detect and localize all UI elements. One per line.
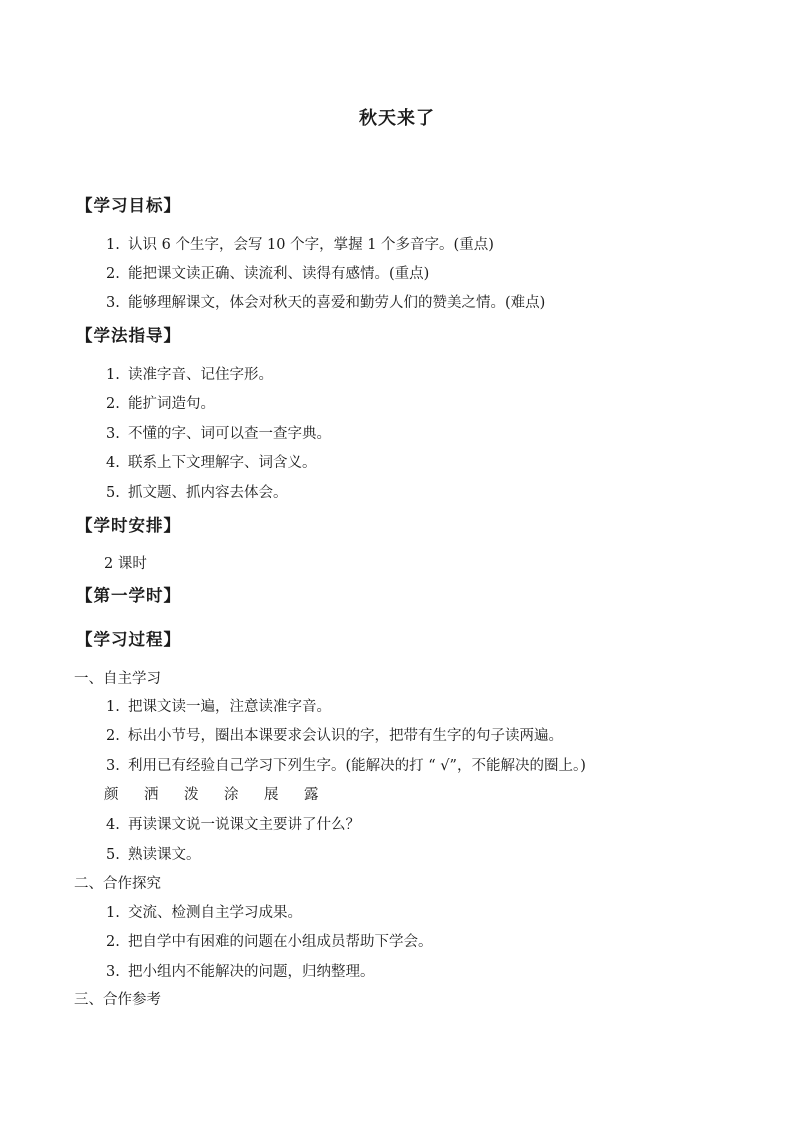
new-character: 颜 [104,787,119,803]
self-study-item-4 [106,813,360,834]
method-item-4-text: 联系上下文理解字、词含义。 [128,455,317,471]
section-self-study: 一、自主学习 [74,671,161,687]
new-character: 涂 [224,787,239,803]
self-study-item-4-num: 4. [106,817,120,833]
goal-item-1-num: 1. [106,237,120,253]
inquiry-item-3-text: 把小组内不能解决的问题，归纳整理。 [128,964,375,980]
goal-item-1 [106,233,494,254]
method-item-2-text: 能扩词造句。 [128,396,215,412]
inquiry-item-2 [106,930,433,951]
goals-heading: 【学习目标】 [76,196,181,215]
method-item-4 [106,451,317,472]
self-study-item-5-num: 5. [106,847,120,863]
self-study-item-2-num: 2. [106,728,120,744]
inquiry-item-2-num: 2. [106,934,120,950]
method-item-2-num: 2. [106,396,120,412]
self-study-item-1-text: 把课文读一遍，注意读准字音。 [128,699,331,715]
goal-item-2-text: 能把课文读正确、读流利、读得有感情。(重点) [128,266,430,282]
inquiry-item-1 [106,901,302,922]
inquiry-item-3-num: 3. [106,964,120,980]
self-study-item-3-num: 3. [106,758,120,774]
schedule-value: 2 课时 [104,556,147,572]
inquiry-item-1-num: 1. [106,905,120,921]
self-study-item-4-text: 再读课文说一说课文主要讲了什么？ [128,817,360,833]
document-title: 秋天来了 [359,108,435,129]
new-character: 泼 [184,787,199,803]
section-cooperative-inquiry: 二、合作探究 [74,876,161,892]
method-item-5-num: 5. [106,485,120,501]
method-item-1-text: 读准字音、记住字形。 [128,367,273,383]
methods-heading: 【学法指导】 [76,326,181,345]
goal-item-1-text: 认识 6 个生字，会写 10 个字，掌握 1 个多音字。(重点) [128,237,494,253]
method-item-5-text: 抓文题、抓内容去体会。 [128,485,288,501]
self-study-item-5 [106,843,201,864]
self-study-item-5-text: 熟读课文。 [128,847,201,863]
self-study-item-3 [106,754,586,775]
first-period-heading: 【第一学时】 [76,586,181,605]
new-character: 洒 [144,787,159,803]
method-item-3-num: 3. [106,426,120,442]
process-heading: 【学习过程】 [76,630,181,649]
method-item-3-text: 不懂的字、词可以查一查字典。 [128,426,331,442]
new-character: 展 [264,787,279,803]
inquiry-item-2-text: 把自学中有困难的问题在小组成员帮助下学会。 [128,934,433,950]
goal-item-3-num: 3. [106,295,120,311]
inquiry-item-1-text: 交流、检测自主学习成果。 [128,905,302,921]
new-characters-row [104,783,344,804]
section-cooperative-reference: 三、合作参考 [74,992,161,1008]
self-study-item-2-text: 标出小节号，圈出本课要求会认识的字，把带有生字的句子读两遍。 [128,728,563,744]
goal-item-2 [106,262,429,283]
method-item-1-num: 1. [106,367,120,383]
inquiry-item-3 [106,960,375,981]
method-item-2 [106,392,215,413]
self-study-item-3-text: 利用已有经验自己学习下列生字。(能解决的打 “ √”，不能解决的圈上。) [128,758,586,774]
goal-item-3-text: 能够理解课文，体会对秋天的喜爱和勤劳人们的赞美之情。(难点) [128,295,546,311]
self-study-item-1-num: 1. [106,699,120,715]
goal-item-2-num: 2. [106,266,120,282]
schedule-heading: 【学时安排】 [76,516,181,535]
method-item-1 [106,363,273,384]
new-character: 露 [304,787,319,803]
method-item-4-num: 4. [106,455,120,471]
method-item-5 [106,481,288,502]
method-item-3 [106,422,331,443]
goal-item-3 [106,291,545,312]
self-study-item-1 [106,695,331,716]
self-study-item-2 [106,724,563,745]
